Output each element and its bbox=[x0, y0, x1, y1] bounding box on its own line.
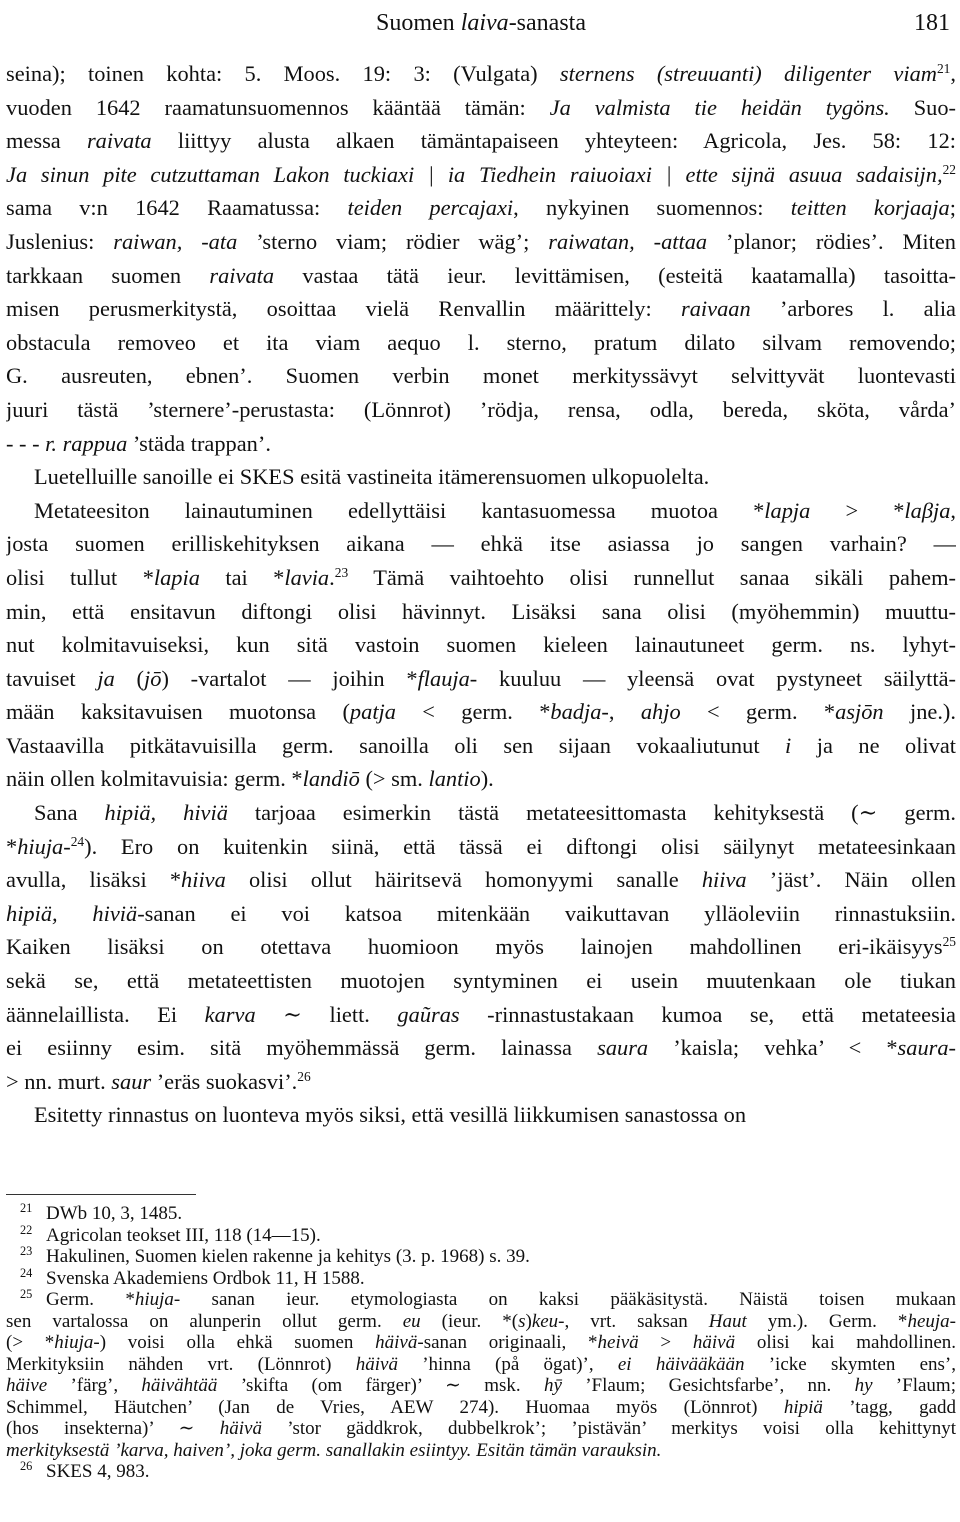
footnote-line: $^{26}$ SKES 4, 983. bbox=[20, 1461, 150, 1482]
footnote-line: $^{21}$ DWb 10, 3, 1485. bbox=[20, 1203, 183, 1224]
footnote-line: $^{25}$ Germ. *hiuja- sanan ieur. etymologiasta on kaksi pääkäsitystä. Näistä toisen mukaan bbox=[20, 1289, 956, 1310]
footnote-line: sen vartalossa on alunperin ollut germ. eu (ieur. *(s)keu-, vrt. saksan Haut ym.). Germ. *heuja- bbox=[6, 1310, 956, 1332]
footnote-line: merkityksestä ’karva, haiven’, joka germ. sanallakin esiintyy. Esitän tämän varauksin. bbox=[6, 1439, 662, 1461]
text-line: mään kaksitavuisen muotonsa (patja < germ. *badja-, ahjo < germ. *asjōn jne.). bbox=[6, 699, 956, 725]
footnote-line: Merkityksiin nähden vrt. (Lönnrot) häivä ’hinna (på ögat)’, ei häivääkään ’icke skymten ens’, bbox=[6, 1353, 956, 1375]
footnote-line: $^{24}$ Svenska Akademiens Ordbok 11, H 1588. bbox=[20, 1267, 365, 1289]
text-line: Ja sinun pite cutzuttaman Lakon tuckiaxi | ia Tiedhein raiuoiaxi | ette sijnä asuua sadaisijn,$^{22}$ bbox=[6, 161, 956, 187]
text-line: Metateesiton lainautuminen edellyttäisi kantasuomessa muotoa *lapja > *laβja, bbox=[34, 497, 956, 523]
text-line: ei esiinny esim. sitä myöhemmässä germ. lainassa saura ’kaisla; vehka’ < *saura- bbox=[6, 1035, 956, 1061]
footnote-line: $^{23}$ Hakulinen, Suomen kielen rakenne ja kehitys (3. p. 1968) s. 39. bbox=[20, 1246, 530, 1267]
text-line: sekä se, että metateettisten muotojen syntyminen ei usein muutenkaan ole tiukan bbox=[6, 968, 956, 994]
text-line: Sana hipiä, hiviä tarjoaa esimerkin tästä metateesittomasta kehityksestä (∼ germ. bbox=[34, 800, 956, 826]
text-line: näin ollen kolmitavuisia: germ. *landiō (> sm. lantio). bbox=[6, 766, 494, 792]
text-line: tarkkaan suomen raivata vastaa tätä ieur. levittämisen, (esteitä kaatamalla) tasoitta- bbox=[6, 262, 956, 288]
footnote-divider bbox=[6, 1194, 196, 1195]
text-line: Juslenius: raiwan, -ata ’sterno viam; rödier wäg’; raiwatan, -attaa ’planor; rödies’. Miten bbox=[6, 228, 956, 254]
footnotes bbox=[6, 1203, 956, 1483]
text-line: G. ausreuten, ebnen’. Suomen verbin monet merkityssävyt selvittyvät luontevasti bbox=[6, 363, 956, 389]
text-line: Esitetty rinnastus on luonteva myös siksi, että vesillä liikkumisen sanastossa on bbox=[34, 1102, 747, 1128]
text-line: Vastaavilla pitkätavuisilla germ. sanoilla oli sen sijaan vokaaliutunut i ja ne olivat bbox=[6, 732, 956, 758]
text-line: min, että ensitavun diftongi olisi hävinnyt. Lisäksi sana olisi (myöhemmin) muuttu- bbox=[6, 598, 956, 624]
text-line: seina); toinen kohta: 5. Moos. 19: 3: (Vulgata) sternens (streuuanti) diligenter viam$^{21}$, bbox=[6, 60, 956, 86]
text-line: juuri tästä ’sternere’-perustasta: (Lönnrot) ’rödja, rensa, odla, bereda, sköta, vårda’ bbox=[6, 396, 956, 422]
text-line: Kaiken lisäksi on otettava huomioon myös lainojen mahdollinen eri-ikäisyys$^{25}$ bbox=[6, 934, 956, 960]
footnote-line: Schimmel, Häutchen’ (Jan de Vries, AEW 274). Huomaa myös (Lönnrot) hipiä ’tagg, gadd bbox=[6, 1396, 956, 1418]
text-line: misen perusmerkitystä, osoittaa vielä Renvallin määrittely: raivaan ’arbores l. alia bbox=[6, 296, 956, 322]
body-text bbox=[6, 57, 956, 1132]
text-line: vuoden 1642 raamatunsuomennos kääntää tämän: Ja valmista tie heidän tygöns. Suo- bbox=[6, 94, 956, 120]
text-line: hipiä, hiviä-sanan ei voi katsoa mitenkään vaikuttavan ylläoleviin rinnastuksiin. bbox=[6, 900, 956, 926]
text-line: sama v:n 1642 Raamatussa: teiden percajaxi, nykyinen suomennos: teitten korjaaja; bbox=[6, 195, 956, 221]
text-line: Luetelluille sanoille ei SKES esitä vastineita itämerensuomen ulkopuolelta. bbox=[34, 464, 710, 490]
text-line: - - - r. rappua ’städa trappan’. bbox=[6, 430, 271, 456]
footnote-line: $^{22}$ Agricolan teokset III, 118 (14—15). bbox=[20, 1224, 321, 1246]
text-line: avulla, lisäksi *hiiva olisi ollut häiritsevä homonyymi sanalle hiiva ’jäst’. Näin ollen bbox=[6, 867, 956, 893]
text-line: > nn. murt. saur ’eräs suokasvi’.$^{26}$ bbox=[6, 1068, 311, 1094]
text-line: olisi tullut *lapia tai *lavia.$^{23}$ Tämä vaihtoehto olisi runnellut sanaa sikäli pahem- bbox=[6, 564, 956, 590]
text-line: *hiuja-$^{24}$). Ero on kuitenkin siinä, että tässä ei diftongi olisi säilynyt metateesinkaan bbox=[6, 833, 956, 859]
footnote-line: (> *hiuja-) voisi olla ehkä suomen häivä-sanan originaali, *heivä > häivä olisi kai mahdollinen. bbox=[6, 1332, 956, 1353]
footnote-line: (hos insekterna)’ ∼ häivä ’stor gäddkrok, dubbelkrok’; ’pistävän’ merkitys voisi olla kehittynyt bbox=[6, 1418, 956, 1439]
footnote-line: häive ’färg’, häivähtää ’skifta (om färger)’ ∼ msk. hȳ ’Flaum; Gesichtsfarbe’, nn. hy ’Flaum; bbox=[6, 1375, 956, 1396]
text-line: äännelaillista. Ei karva ∼ liett. gaũras -rinnastustakaan kumoa se, että metateesia bbox=[6, 1001, 956, 1027]
running-title: Suomen laiva-sanasta bbox=[376, 10, 586, 36]
text-line: tavuiset ja (jō) -vartalot — joihin *flauja- kuuluu — yleensä ovat pystyneet säilyttä- bbox=[6, 665, 956, 691]
page-number: 181 bbox=[914, 10, 950, 36]
running-header bbox=[6, 6, 956, 40]
text-line: obstacula removeo et ita viam aequo l. sterno, pratum dilato silvam removendo; bbox=[6, 329, 956, 355]
text-line: messa raivata liittyy alusta alkaen tämäntapaiseen yhteyteen: Agricola, Jes. 58: 12: bbox=[6, 128, 956, 154]
text-line: josta suomen erilliskehityksen aikana — ehkä itse asiassa jo sangen varhain? — bbox=[6, 531, 956, 557]
text-line: nut kolmitavuiseksi, kun sitä vastoin suomen kieleen lainautuneet germ. ns. lyhyt- bbox=[6, 632, 956, 658]
